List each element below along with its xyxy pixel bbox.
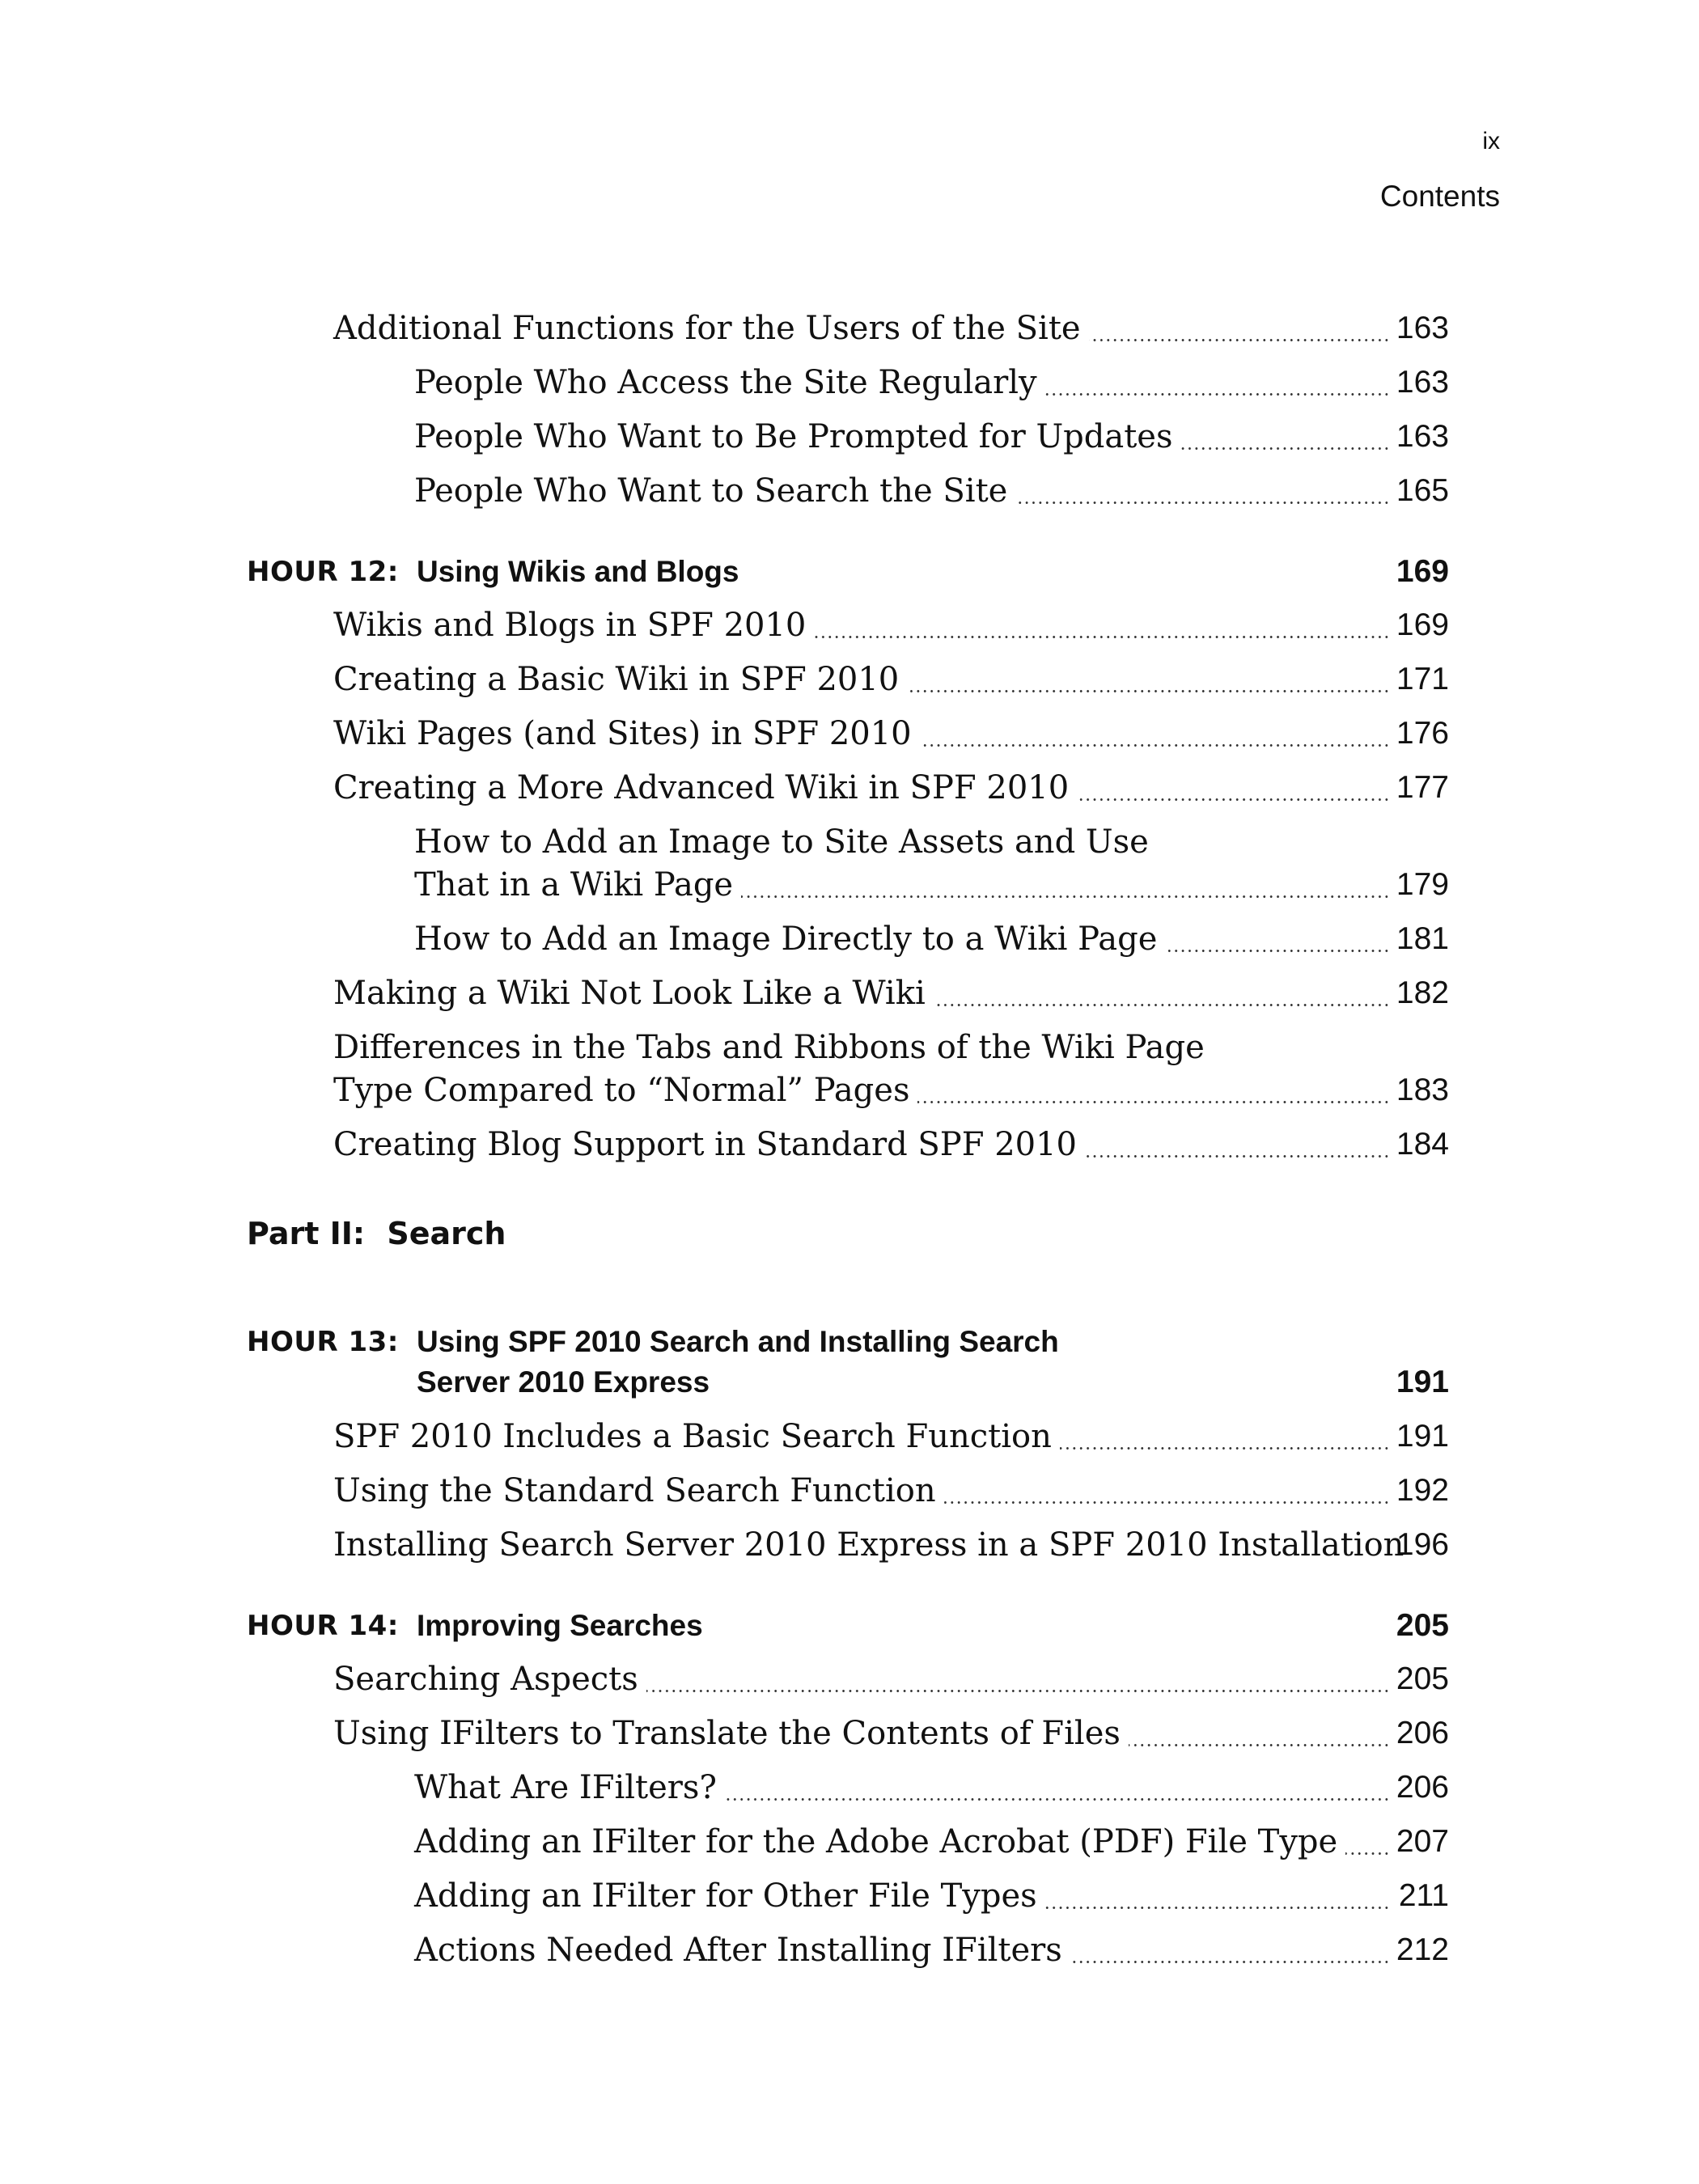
entry-page: 163 [1396, 365, 1449, 400]
part-label: Part II: [247, 1216, 366, 1251]
entry-title: Creating a More Advanced Wiki in SPF 2010 [333, 769, 1070, 806]
toc-entry [0, 767, 1699, 809]
dot-leader [907, 658, 1390, 700]
entry-title-line1: How to Add an Image to Site Assets and Use [414, 823, 1149, 861]
hour-label: HOUR 13: [247, 1326, 399, 1358]
entry-title: People Who Want to Search the Site [414, 472, 1008, 510]
toc-subentry [0, 821, 1699, 863]
entry-title: Installing Search Server 2010 Express in a SPF 2010 Installation [333, 1526, 1405, 1564]
entry-title: Actions Needed After Installing IFilters [414, 1932, 1062, 1969]
entry-title: How to Add an Image Directly to a Wiki Page [414, 921, 1158, 958]
toc-entry [0, 307, 1699, 349]
hour-title: Improving Searches [417, 1609, 703, 1642]
entry-title: People Who Access the Site Regularly [414, 364, 1037, 401]
dot-leader [1045, 362, 1390, 404]
dot-leader [1085, 1124, 1390, 1166]
toc-subentry [0, 362, 1699, 404]
hour-title-line2: Server 2010 Express [417, 1365, 710, 1399]
entry-page: 163 [1396, 311, 1449, 345]
toc-entry [0, 604, 1699, 646]
toc-subentry [0, 918, 1699, 960]
entry-page: 191 [1396, 1419, 1449, 1454]
entry-title: Using IFilters to Translate the Contents of Files [333, 1715, 1121, 1752]
dot-leader [944, 1470, 1390, 1512]
toc-entry [0, 658, 1699, 700]
toc-subentry [0, 1875, 1699, 1917]
part-heading [247, 1213, 506, 1254]
entry-title: Adding an IFilter for Other File Types [414, 1877, 1037, 1915]
hour-13-heading [247, 1322, 1449, 1362]
entry-title: Wikis and Blogs in SPF 2010 [333, 607, 807, 644]
entry-title-line2: Type Compared to “Normal” Pages [333, 1072, 910, 1109]
entry-page: 183 [1396, 1073, 1449, 1107]
hour-14-heading [247, 1606, 1449, 1646]
entry-page: 177 [1396, 770, 1449, 805]
dot-leader [934, 972, 1390, 1014]
entry-title: Creating Blog Support in Standard SPF 2010 [333, 1126, 1077, 1163]
dot-leader [1077, 767, 1390, 809]
page-number: ix [1482, 128, 1500, 154]
hour-page: 169 [1396, 554, 1449, 589]
hour-title-line1: Using SPF 2010 Search and Installing Search [417, 1325, 1059, 1358]
entry-page: 206 [1396, 1770, 1449, 1805]
toc-subentry [0, 1767, 1699, 1809]
entry-title-line1: Differences in the Tabs and Ribbons of the Wiki Page [333, 1029, 1205, 1066]
entry-page: 163 [1396, 419, 1449, 454]
hour-page: 191 [1396, 1365, 1449, 1399]
entry-title: SPF 2010 Includes a Basic Search Function [333, 1418, 1052, 1455]
entry-page: 171 [1396, 662, 1449, 696]
entry-title: Using the Standard Search Function [333, 1472, 936, 1509]
toc-entry [0, 1026, 1699, 1069]
dot-leader [741, 864, 1390, 906]
dot-leader [1345, 1821, 1390, 1863]
part-title: Search [387, 1216, 506, 1251]
dot-leader [1129, 1712, 1390, 1754]
entry-title: Adding an IFilter for the Adobe Acrobat (PDF) File Type [414, 1823, 1338, 1860]
entry-title: Creating a Basic Wiki in SPF 2010 [333, 661, 900, 698]
dot-leader [1060, 1416, 1390, 1458]
hour-title: Using Wikis and Blogs [417, 555, 739, 588]
toc-entry [0, 1524, 1699, 1566]
toc-subentry [0, 470, 1699, 512]
toc-entry [0, 1712, 1699, 1754]
toc-entry [0, 1416, 1699, 1458]
hour-label: HOUR 12: [247, 556, 399, 588]
dot-leader [917, 1069, 1390, 1111]
entry-page: 182 [1396, 976, 1449, 1010]
entry-page: 181 [1396, 921, 1449, 956]
dot-leader [920, 713, 1390, 755]
entry-title-line2: That in a Wiki Page [414, 866, 734, 904]
entry-page: 184 [1396, 1127, 1449, 1162]
entry-page: 205 [1396, 1661, 1449, 1696]
entry-title: What Are IFilters? [414, 1769, 717, 1806]
entry-page: 192 [1396, 1473, 1449, 1508]
entry-page: 165 [1396, 473, 1449, 508]
entry-title: Wiki Pages (and Sites) in SPF 2010 [333, 715, 912, 752]
toc-entry [0, 972, 1699, 1014]
entry-title: Additional Functions for the Users of the Site [333, 310, 1081, 347]
entry-page: 212 [1396, 1932, 1449, 1967]
toc-entry [0, 713, 1699, 755]
entry-page: 211 [1398, 1878, 1449, 1913]
dot-leader [1181, 416, 1390, 458]
dot-leader [814, 604, 1390, 646]
entry-page: 176 [1396, 716, 1449, 751]
toc-entry-line2 [0, 1069, 1699, 1111]
entry-page: 206 [1396, 1716, 1449, 1750]
toc-entry [0, 1658, 1699, 1700]
running-title: Contents [1379, 180, 1500, 213]
dot-leader [1089, 307, 1390, 349]
entry-page: 169 [1396, 607, 1449, 642]
toc-subentry [0, 1821, 1699, 1863]
dot-leader [1015, 470, 1390, 512]
entry-page: 196 [1396, 1527, 1449, 1562]
dot-leader [1045, 1875, 1390, 1917]
toc-subentry-line2 [0, 864, 1699, 906]
entry-page: 179 [1396, 867, 1449, 902]
entry-page: 207 [1396, 1824, 1449, 1859]
toc-subentry [0, 416, 1699, 458]
toc-subentry [0, 1929, 1699, 1971]
entry-title: Searching Aspects [333, 1661, 638, 1698]
dot-leader [646, 1658, 1390, 1700]
hour-page: 205 [1396, 1608, 1449, 1643]
hour-13-heading-line2 [247, 1362, 1449, 1403]
entry-title: People Who Want to Be Prompted for Updates [414, 418, 1173, 455]
entry-title: Making a Wiki Not Look Like a Wiki [333, 975, 926, 1012]
dot-leader [725, 1767, 1390, 1809]
hour-label: HOUR 14: [247, 1610, 399, 1642]
dot-leader [1070, 1929, 1390, 1971]
dot-leader [1165, 918, 1390, 960]
toc-entry [0, 1124, 1699, 1166]
hour-12-heading [247, 552, 1449, 592]
toc-entry [0, 1470, 1699, 1512]
